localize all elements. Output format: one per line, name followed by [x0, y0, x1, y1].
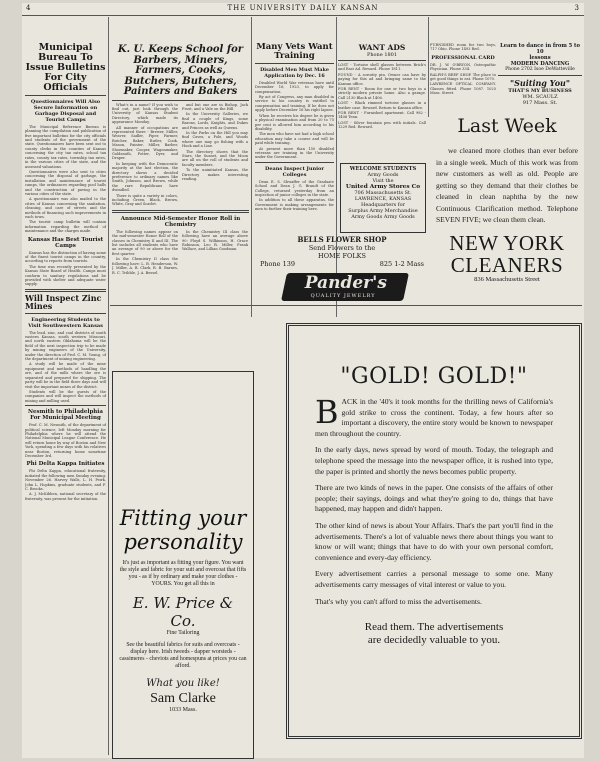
cleaners-address: 836 Massachusetts Street [474, 275, 540, 283]
suiting-business: THAT'S MY BUSINESS [508, 88, 572, 94]
welcome-line: Army Goods Army Goods [351, 214, 415, 220]
suiting-name: WM. SCAULZ [522, 94, 558, 100]
masthead [22, 3, 584, 16]
newspaper-title: THE UNIVERSITY DAILY KANSAN [227, 4, 379, 12]
welcome-line: Army Goods [367, 172, 399, 178]
subhead-honor-roll: Announce Mid-Semester Honor Roll in Chemistry [120, 215, 241, 228]
column-want-ads [338, 17, 426, 157]
column-rule [251, 17, 252, 317]
column-rule [336, 17, 337, 317]
article-body: Phi Delta Kappa, educational fraternity, initiated the following men Sunday evening: November 26. Harvey Walls, L. H. Peirk, John L. Hopkins, graduate students, and F. C. Brooks. A. J. McKibben, national secretary of the fraternity, was present for the initiation. [25, 469, 106, 501]
bells-address: 825 1-2 Mass [379, 260, 424, 268]
article-body: The following names appear on the mid-semester Honor Roll of the classes in Chemistry II and III. The list includes all students who have an average of 90 or above for the first quarter. In the Chemistry II class the following have: L. B. Henderson, W. J. Miller, A. B. Clark, R. B. Barnes, R. C. Tribble, J. A. Bessel. [112, 229, 178, 275]
article-body: Dean E. S. Shwaffer of the Graduate School and Dean J. G. Brandt of the College, returned yesterday from an inspection of junior colleges in the state. In addition to all these apparatus, the Government is making arrangements for men to further their training here. [255, 179, 334, 212]
learn-dance: Learn to dance in from 5 to 10 [500, 43, 580, 55]
welcome-line: Visit the [372, 178, 394, 184]
card-text: DR. J. W. O'BRYON, Osteopathic Physician. Phone 334. RALPH'S BEEF SHOP. The place to get good things to eat. Phone 1070. LAWRENCE OPTICAL COMPANY. Glasses fitted. Phone 1087. 1025 Mass. Street. [430, 62, 496, 96]
gold-footer-2: are decidedly valuable to you. [367, 634, 501, 647]
card-text: FURNISHED room for two boys, 717 Ohio. Phone 1493 Red. [430, 43, 496, 52]
panders-logo: Pander's [304, 273, 387, 293]
article-body: Prof. C. M. Nesmith, of the department of political science, left Monday morning for Philadelphia where he will attend the National Municipal League Conference. He will return home by way of Boston and New York, spending a few days with his relatives near Boston, returning home sometime December 3rd. [25, 423, 106, 458]
welcome-line: Headquarters for [360, 202, 406, 208]
bells-home: HOME FOLKS [318, 252, 366, 260]
ad-new-york-cleaners [432, 115, 582, 301]
professional-card-title: PROFESSIONAL CARD [431, 54, 495, 61]
sam-clarke-name: Sam Clarke [150, 691, 216, 706]
ad-army-stores [340, 163, 426, 233]
want-ads-title: WANT ADS [358, 43, 406, 52]
headline-vets: Many Vets Want Training [256, 42, 333, 61]
sam-clarke-address: 1033 Mass. [169, 707, 197, 713]
welcome-line: 706 Massachusetts St. [354, 190, 412, 196]
headline-zinc-mines: Will Inspect Zinc Mines [25, 292, 102, 312]
subhead-questionnaires: Questionnaires Will Also Secure Information on Garbage Disposal and Tourist Camps [30, 98, 101, 123]
fitting-body-2: See the beautiful fabrics for suits and overcoats - display here. Irish tweeds - dapper worsteds - cassimeres - cheviots and homespuns at prices you can afford. [119, 642, 247, 669]
column-rule [428, 17, 429, 117]
ad-fitting-personality [112, 371, 254, 759]
fitting-title-2: personality [123, 530, 243, 554]
modern-dancing: MODERN DANCING [510, 61, 570, 67]
sam-script: What you like! [146, 678, 220, 689]
headline-municipal: Municipal Bureau To Issue Bulletins For City Officials [25, 42, 106, 93]
ad-gold [286, 323, 582, 739]
section-rule [110, 305, 582, 306]
gold-paragraph-4: The other kind of news is about Your Affairs. That's the part you'll find in the advertisements. There's a lot of valuable news there about things you want to know or will want; things that have to do with your own personal comfort, convenience and every-day efficiency. [315, 520, 553, 562]
ad-bells-flower [258, 235, 426, 268]
article-body: and but one are in Bishop, Jack Frost, and a Vale on the Hill. In the University Galleries, we find a couple of Kings, some Barons, Lords, Knights, and Dukes and Princes as well as Queens. In the Parks on the Hill you may find Caves, a Pole, and Woods where one may go fishing with a Hook and a Line. The directory shows that the Stars, the Sunset, and the Moon are all on the roll of students and faculty members. To the uninitiated Kansas, the Directory makes interesting reading. [182, 102, 248, 181]
gold-paragraph-5: Every advertisement carries a personal message to some one. Many advertisements carry messages of vital interest or value to you. [315, 569, 553, 589]
fitting-tailoring: Fine Tailoring [166, 630, 200, 636]
learn-dance-lessons: lessons [529, 55, 551, 61]
suiting-address: 917 Mass. St. [522, 100, 558, 106]
bells-send: Send Flowers to the [308, 244, 376, 252]
newspaper-page [22, 3, 584, 758]
subhead-nesmith: Nesmith to Philadelphia For Municipal Meeting [28, 409, 103, 422]
column-ku-school [112, 17, 249, 317]
article-body: Kansas has the distinction of having some of the finest tourist camps in the country, according to reports from tourists. The time was recently presented by the Kansas State Board of Health. Camps must conform to sanitary regulations and be provided with shelter and adequate water supply. [25, 250, 106, 287]
subhead-engineering: Engineering Students to Visit Southwestern Kansas [28, 316, 103, 329]
want-ads-list: LOST - Tortoise shell glasses between Brick's and East Ad. Reward. Phone 1811. FOUND - A sorority pin. Owner can have by paying for this ad and bringing same to the Kansan office. FOR RENT - Room for one or two boys in a strictly modern private home. Also a garage. Call 2130 Black at 1406. LOST - Black rimmed tortoise glasses in a leather case. Reward. Return to Kansan office. FOR RENT - Furnished apartment. Call 982 - 1406 Tenn. LOST - Silver fountain pen with initials. Call 1229 Red. Reward. [338, 63, 426, 130]
column-dance [498, 17, 582, 112]
gold-title: "GOLD! GOLD!" [340, 364, 528, 389]
subhead-disabled: Disabled Men Must Make Application by Dec. 16 [260, 66, 329, 79]
headline-ku-school: K. U. Keeps School for Barbers, Miners, Farmers, Cooks, Butchers, Butchers, Painters and Bakers [117, 44, 244, 97]
bells-name: BELLS FLOWER SHOP [297, 235, 387, 244]
last-week-body: we cleaned more clothes than ever before in a single week. Much of this work was from new customers as well as old. People are getting so they demand that their clothes be cleaned in clean naphtha by the new Continuous Clarification method. Telephone SEVEN FIVE; we clean them clean. [436, 146, 578, 224]
want-ads-phone: Phone 1801 [366, 52, 398, 58]
article-body: In the Chemistry III class the following have an average above 90: Floyd S. Wilkinson, H. Grace Robinson, Leo R. Miller, Frank Wallace, and Lillian Goodman. [182, 229, 248, 252]
gold-paragraph-3: There are two kinds of news in the paper. One consists of the affairs of other people; their sayings, doings and what they're going to do, things that have happened, may happen and didn't happen. [315, 483, 553, 514]
suiting-you: "Suiting You" [509, 78, 571, 88]
last-week-title: Last Week [457, 115, 557, 137]
article-body: The lead, zinc, and coal districts of south eastern Kansas, south western Missouri, and north eastern Oklahoma will be the field of the next inspection trip to be made by mining engineers of the University, under the direction of Prof. C. M. Young, of the department of mining engineering. A study will be made of the mine equipment and methods of handling the ore, and of the mills where the ore is separated and prepared for shipping. The party will be in the field three days and will visit the important mines of the district. Students will be the guests of the companies and will inspect the methods of mining and milling used. [25, 330, 106, 403]
fitting-title-1: Fitting your [119, 506, 247, 530]
welcome-line: LAWRENCE, KANSAS [354, 196, 412, 202]
subhead-deans: Deans Inspect Junior Colleges [264, 165, 324, 178]
welcome-title: WELCOME STUDENTS [349, 166, 417, 172]
page-number-right: 3 [574, 4, 580, 12]
page-number-left: 4 [26, 4, 32, 12]
column-rule [108, 17, 109, 755]
welcome-store-name: United Army Stores Co [345, 184, 421, 190]
column-vets [255, 17, 334, 247]
welcome-line: Surplus Army Merchandise [348, 208, 418, 214]
dance-phone: Phone 2702 Isoe DeWatteville [505, 67, 575, 72]
panders-tagline: QUALITY JEWELRY [310, 293, 376, 299]
gold-paragraph-6: That's why you can't afford to miss the advertisements. [315, 596, 482, 606]
article-body: Disabled World War veterans have until December 16, 1923, to apply for compensation. By act of Congress, any man disabled in service to his country is entitled to compensation and training. If he does not apply before December 16 his right lapses. When he receives his degree he is given a physical examination and from 20 to 75 per cent is allowed him according to his disability. The men who have not had a high school education may take a course and will be paid while training. At present more than 150 disabled veterans are training in the University under the Government. [255, 80, 334, 160]
cleaners-name: NEW YORK CLEANERS [449, 230, 565, 277]
fitting-signature: E. W. Price & Co. [132, 594, 234, 630]
gold-drop-cap: B [315, 393, 339, 431]
column-professional-cards [430, 17, 496, 112]
gold-paragraph-1: BACK in the '40's it took months for the thrilling news of California's gold strike to cross the continent. Today, a few hours after so important a discovery, the entire story would be known to newspaper men throughout the country. [315, 393, 553, 438]
gold-footer-1: Read them. The advertisements [364, 621, 504, 634]
gold-paragraph-2: In the early days, news spread by word of mouth. Today, the telegraph and telephone speed the message into the newspaper office, it is rushed into type, the paper is printed and shortly the news becomes public property. [315, 445, 553, 476]
article-body: What's in a name? If you wish to find out, just look through the University of Kansas Student Directory, which made its appearance Monday. All manner of occupations are represented there - Brewer, Miller, Weaver, Sadler, Piper, Farmer, Butcher, Baker, Butler, Cook, Mason, Painter, Miller, Barber, Shoemaker, Cooper, Wagonmaker, Goldsmith, Potter, Dyer, and Draper. In keeping with the Democratic majority at the last election, the directory shows a decided preference to ordinary names like Smith, Johnson, and Brown, while the rare Republicans have dwindled. There is quite a variety in colors, including Green, Black, Brown, White, Gray and Scarlet. [112, 102, 178, 207]
subhead-tourist-camps: Kansas Has Best Tourist Camps [27, 236, 104, 249]
article-body: The Municipal Reference Bureau is planning the compilation and publication of five important bulletins for the city officials and students of the government of the state. Questionnaires have been sent out to county clerks in the counties of Kansas concerning the city tax rates, school tax rates, county tax rates, township tax rates, in the various cities of the state, and the assessed valuations. Questionnaires were also sent to cities concerning the disposal of garbage, the installation and maintenance of tourist camps, the ordinances regarding pool halls and the construction of paving in the various cities of the state. A questionnaire was also mailed to the cities of Kansas concerning the sanitation, cleaning, and care of streets and the methods of financing such improvements in each town. The tourist camp bulletin will contain information regarding the method of maintenance and the charges made. [25, 124, 106, 234]
fitting-body: It's just as important as fitting your figure. You want the style and fabric for your suit and overcoat that fifts you - as if by ordinary and make your clothes - YOURS. You get all this in [119, 560, 247, 587]
bells-phone: Phone 139 [260, 260, 295, 268]
column-municipal [25, 17, 106, 755]
subhead-phi-delta: Phi Delta Kappa Initiates [26, 461, 105, 468]
ad-panders [281, 273, 409, 301]
